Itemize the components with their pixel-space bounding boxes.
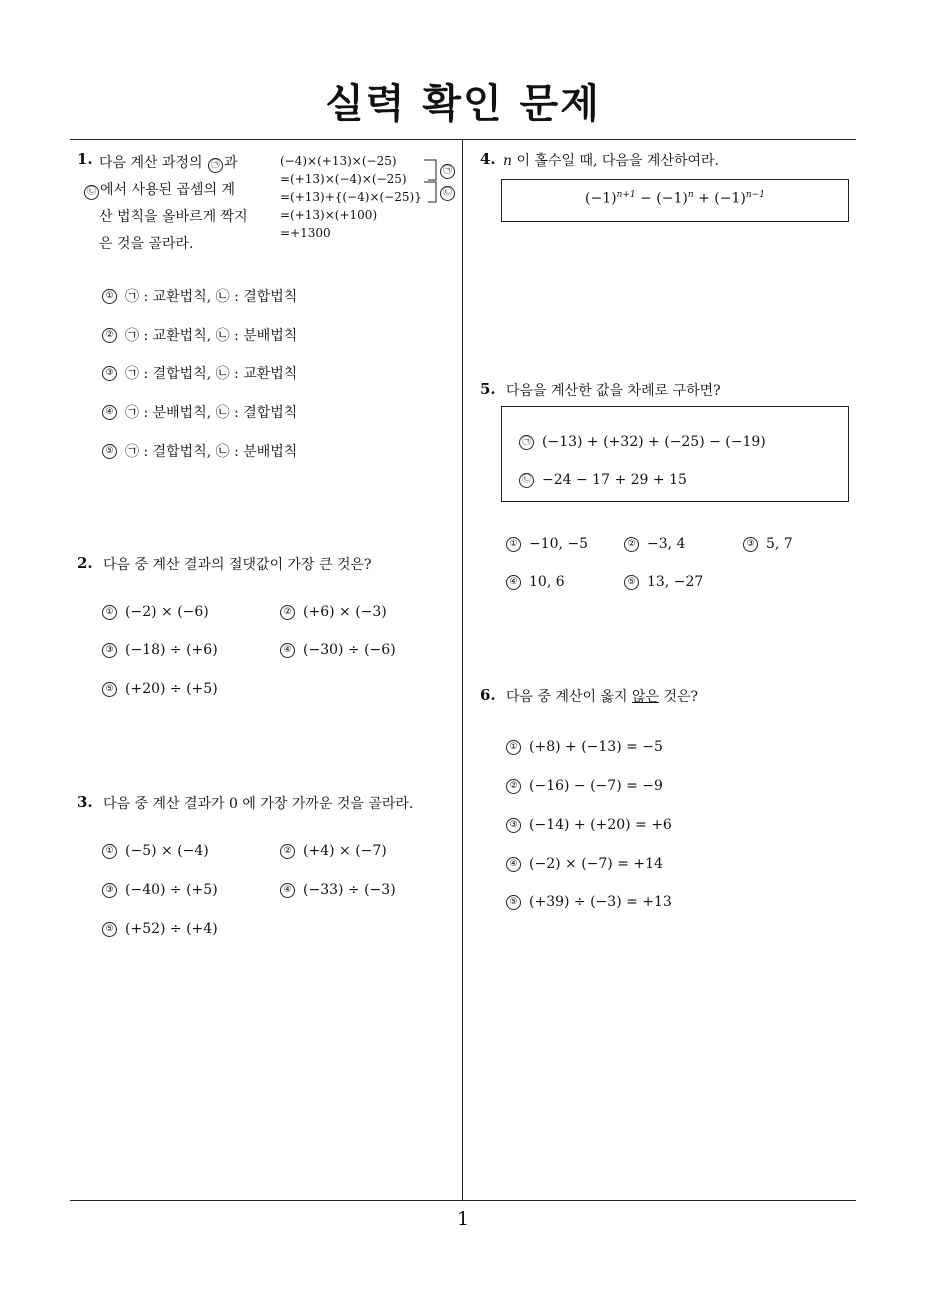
q5-box-item-1 xyxy=(519,434,766,450)
q4-expr-term: (−1) xyxy=(585,190,617,207)
option-number: ⑤ xyxy=(624,575,639,590)
option-text: ㉠ : 결합법칙, ㉡ : 교환법칙 xyxy=(125,366,298,382)
q6-option-2[interactable] xyxy=(506,778,663,794)
q5-option-1[interactable] xyxy=(506,536,588,552)
q1-text-line3: 산 법칙을 올바르게 짝지 xyxy=(99,209,248,225)
q4-expr-exponent: n−1 xyxy=(745,190,765,200)
option-number: ④ xyxy=(280,883,295,898)
q5-text: 다음을 계산한 값을 차례로 구하면? xyxy=(506,383,721,399)
q1-calculation xyxy=(280,152,422,242)
option-text: −10, −5 xyxy=(529,536,589,552)
option-number: ② xyxy=(102,328,117,343)
option-text: (+52) ÷ (+4) xyxy=(125,921,218,937)
option-number: ⑤ xyxy=(506,895,521,910)
q3-text: 다음 중 계산 결과가 0 에 가장 가까운 것을 골라라. xyxy=(103,796,414,812)
q2-number: 2. xyxy=(77,554,93,572)
q4-variable: n xyxy=(503,153,513,169)
q6-text xyxy=(506,686,698,706)
q2-text: 다음 중 계산 결과의 절댓값이 가장 큰 것은? xyxy=(103,557,372,573)
option-text: (−18) ÷ (+6) xyxy=(125,642,218,658)
q5-option-4[interactable] xyxy=(506,574,565,590)
option-text: ㉠ : 교환법칙, ㉡ : 분배법칙 xyxy=(125,328,298,344)
q6-text-before: 다음 중 계산이 옳지 xyxy=(506,689,632,705)
q1-text-line4: 은 것을 골라라. xyxy=(99,236,194,252)
q5-box-item-2 xyxy=(519,472,687,488)
option-text: (−5) × (−4) xyxy=(125,843,209,859)
option-text: 5, 7 xyxy=(766,536,793,552)
option-text: (−14) + (+20) = +6 xyxy=(529,817,672,833)
q4-expr-exponent: n xyxy=(687,190,694,200)
option-number: ④ xyxy=(506,575,521,590)
option-number: ④ xyxy=(280,643,295,658)
q6-number: 6. xyxy=(480,686,496,704)
option-text: ㉠ : 분배법칙, ㉡ : 결합법칙 xyxy=(125,405,298,421)
q4-expr-term: + (−1) xyxy=(693,190,746,207)
page-title: 실력 확인 문제 xyxy=(325,81,601,127)
option-text: (−40) ÷ (+5) xyxy=(125,882,218,898)
option-number: ② xyxy=(624,537,639,552)
option-number: ① xyxy=(102,289,117,304)
option-text: 10, 6 xyxy=(529,574,565,590)
q6-option-5[interactable] xyxy=(506,894,672,910)
option-number: ① xyxy=(506,740,521,755)
option-number: ③ xyxy=(102,366,117,381)
option-text: (−16) − (−7) = −9 xyxy=(529,778,663,794)
q3-number: 3. xyxy=(77,793,93,811)
option-number: ⑤ xyxy=(102,682,117,697)
q4-text xyxy=(503,150,719,170)
q1-option-1[interactable] xyxy=(102,286,297,306)
q1-option-4[interactable] xyxy=(102,402,297,422)
q3-option-2[interactable] xyxy=(280,843,387,859)
q6-text-underlined: 않은 xyxy=(632,689,660,705)
option-text: (+20) ÷ (+5) xyxy=(125,681,218,697)
q1-marker-1: ㉠ xyxy=(208,158,223,173)
option-number: ① xyxy=(506,537,521,552)
q2-option-3[interactable] xyxy=(102,642,218,658)
q1-option-5[interactable] xyxy=(102,441,297,461)
option-number: ④ xyxy=(102,405,117,420)
q1-calc-line: =(+13)+{(−4)×(−25)} xyxy=(280,190,422,204)
q2-option-5[interactable] xyxy=(102,681,218,697)
option-number: ③ xyxy=(102,643,117,658)
option-text: (+6) × (−3) xyxy=(303,604,387,620)
q1-bracket-marker-2: ㉡ xyxy=(440,186,455,201)
q4-expression xyxy=(501,190,849,207)
q5-option-2[interactable] xyxy=(624,536,685,552)
q1-option-3[interactable] xyxy=(102,363,297,383)
option-number: ① xyxy=(102,844,117,859)
q1-text xyxy=(86,150,248,258)
q3-option-5[interactable] xyxy=(102,921,218,937)
option-number: ③ xyxy=(506,818,521,833)
option-text: (+39) ÷ (−3) = +13 xyxy=(529,894,672,910)
q1-marker-2: ㉡ xyxy=(84,185,99,200)
q5-number: 5. xyxy=(480,380,496,398)
q6-option-1[interactable] xyxy=(506,739,663,755)
q4-expr-exponent: n+1 xyxy=(616,190,636,200)
option-number: ③ xyxy=(743,537,758,552)
option-text: ㉠ : 교환법칙, ㉡ : 결합법칙 xyxy=(125,289,298,305)
option-text: (−2) × (−7) = +14 xyxy=(529,856,663,872)
q4-number: 4. xyxy=(480,150,496,168)
q1-calc-line: =+1300 xyxy=(280,226,331,240)
box-item-marker: ㉡ xyxy=(519,473,534,488)
box-item-text: (−13) + (+32) + (−25) − (−19) xyxy=(542,434,766,450)
q4-text-body: 이 홀수일 때, 다음을 계산하여라. xyxy=(512,153,719,169)
q3-option-4[interactable] xyxy=(280,882,396,898)
option-number: ⑤ xyxy=(102,922,117,937)
q1-calc-line: =(+13)×(−4)×(−25) xyxy=(280,172,407,186)
q2-option-1[interactable] xyxy=(102,604,209,620)
q1-text-line1b: 과 xyxy=(224,155,238,171)
box-item-text: −24 − 17 + 29 + 15 xyxy=(542,472,687,488)
q1-bracket-marker-1: ㉠ xyxy=(440,164,455,179)
bottom-rule xyxy=(70,1200,856,1201)
option-number: ④ xyxy=(506,857,521,872)
q1-number: 1. xyxy=(77,150,93,168)
option-text: (−30) ÷ (−6) xyxy=(303,642,396,658)
option-number: ② xyxy=(280,844,295,859)
q1-option-2[interactable] xyxy=(102,325,297,345)
q2-option-2[interactable] xyxy=(280,604,387,620)
option-text: −3, 4 xyxy=(647,536,686,552)
page-number: 1 xyxy=(456,1208,470,1230)
option-text: ㉠ : 결합법칙, ㉡ : 분배법칙 xyxy=(125,444,298,460)
option-text: (−2) × (−6) xyxy=(125,604,209,620)
q3-option-1[interactable] xyxy=(102,843,209,859)
q1-calc-line: =(+13)×(+100) xyxy=(280,208,378,222)
option-number: ② xyxy=(506,779,521,794)
q5-option-3[interactable] xyxy=(743,536,793,552)
q6-option-3[interactable] xyxy=(506,817,672,833)
q2-option-4[interactable] xyxy=(280,642,396,658)
q5-option-5[interactable] xyxy=(624,574,703,590)
box-item-marker: ㉠ xyxy=(519,435,534,450)
option-number: ⑤ xyxy=(102,444,117,459)
q6-text-after: 것은? xyxy=(659,689,699,705)
option-number: ② xyxy=(280,605,295,620)
q1-text-line2: 에서 사용된 곱셈의 계 xyxy=(100,182,236,198)
option-number: ③ xyxy=(102,883,117,898)
column-divider xyxy=(462,139,463,1201)
option-number: ① xyxy=(102,605,117,620)
option-text: 13, −27 xyxy=(647,574,704,590)
top-rule xyxy=(70,139,856,140)
q1-text-line1: 다음 계산 과정의 xyxy=(99,155,203,171)
option-text: (−33) ÷ (−3) xyxy=(303,882,396,898)
q6-option-4[interactable] xyxy=(506,856,663,872)
option-text: (+4) × (−7) xyxy=(303,843,387,859)
q4-expr-term: − (−1) xyxy=(635,190,688,207)
option-text: (+8) + (−13) = −5 xyxy=(529,739,663,755)
q3-option-3[interactable] xyxy=(102,882,218,898)
q1-calc-line: (−4)×(+13)×(−25) xyxy=(280,154,397,168)
